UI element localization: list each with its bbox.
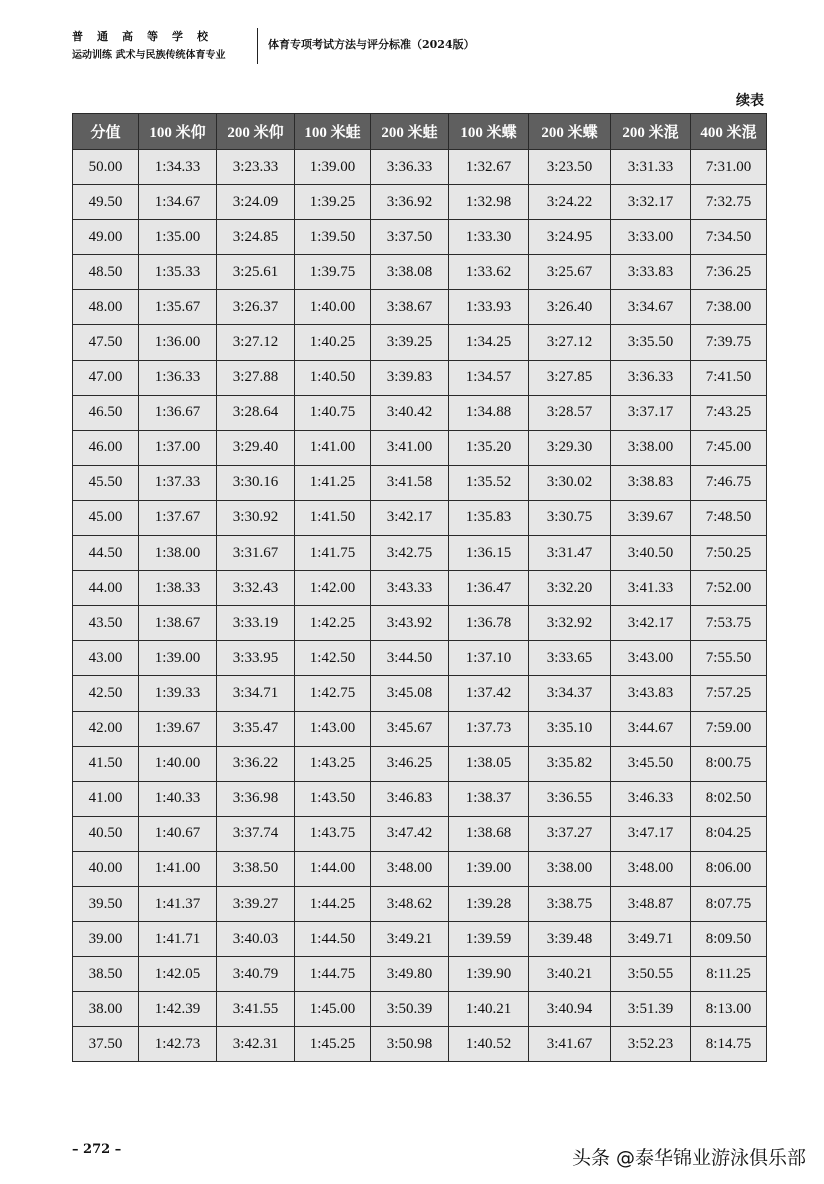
time-cell: 1:35.20 xyxy=(449,430,529,465)
time-cell: 3:48.87 xyxy=(611,886,691,921)
time-cell: 7:32.75 xyxy=(691,185,767,220)
time-cell: 1:43.75 xyxy=(295,816,371,851)
time-cell: 3:34.37 xyxy=(529,676,611,711)
time-cell: 1:38.68 xyxy=(449,816,529,851)
time-cell: 1:35.67 xyxy=(139,290,217,325)
time-cell: 3:39.83 xyxy=(371,360,449,395)
time-cell: 3:28.57 xyxy=(529,395,611,430)
time-cell: 3:24.09 xyxy=(217,185,295,220)
time-cell: 1:44.50 xyxy=(295,922,371,957)
time-cell: 3:38.83 xyxy=(611,465,691,500)
time-cell: 7:59.00 xyxy=(691,711,767,746)
score-cell: 38.00 xyxy=(73,992,139,1027)
time-cell: 3:41.58 xyxy=(371,465,449,500)
time-cell: 3:45.50 xyxy=(611,746,691,781)
time-cell: 1:43.25 xyxy=(295,746,371,781)
score-cell: 41.50 xyxy=(73,746,139,781)
time-cell: 3:35.10 xyxy=(529,711,611,746)
time-cell: 3:33.19 xyxy=(217,606,295,641)
time-cell: 7:53.75 xyxy=(691,606,767,641)
header-divider xyxy=(257,28,258,64)
time-cell: 8:04.25 xyxy=(691,816,767,851)
column-header-score: 分值 xyxy=(73,114,139,150)
time-cell: 1:39.75 xyxy=(295,255,371,290)
column-header-event: 400 米混 xyxy=(691,114,767,150)
time-cell: 1:41.71 xyxy=(139,922,217,957)
time-cell: 3:32.92 xyxy=(529,606,611,641)
time-cell: 1:39.67 xyxy=(139,711,217,746)
time-cell: 1:39.59 xyxy=(449,922,529,957)
table-row xyxy=(73,185,767,220)
time-cell: 1:39.25 xyxy=(295,185,371,220)
time-cell: 1:41.25 xyxy=(295,465,371,500)
time-cell: 8:06.00 xyxy=(691,851,767,886)
time-cell: 3:29.40 xyxy=(217,430,295,465)
time-cell: 3:39.48 xyxy=(529,922,611,957)
time-cell: 7:45.00 xyxy=(691,430,767,465)
table-row xyxy=(73,851,767,886)
column-header-event: 100 米仰 xyxy=(139,114,217,150)
score-cell: 44.50 xyxy=(73,536,139,571)
time-cell: 3:30.16 xyxy=(217,465,295,500)
table-row xyxy=(73,571,767,606)
time-cell: 1:43.50 xyxy=(295,781,371,816)
time-cell: 3:40.50 xyxy=(611,536,691,571)
time-cell: 3:35.82 xyxy=(529,746,611,781)
time-cell: 3:40.79 xyxy=(217,957,295,992)
time-cell: 3:24.22 xyxy=(529,185,611,220)
table-row xyxy=(73,957,767,992)
time-cell: 1:34.88 xyxy=(449,395,529,430)
time-cell: 7:39.75 xyxy=(691,325,767,360)
time-cell: 3:46.25 xyxy=(371,746,449,781)
time-cell: 3:38.75 xyxy=(529,886,611,921)
time-cell: 1:39.90 xyxy=(449,957,529,992)
time-cell: 1:36.78 xyxy=(449,606,529,641)
score-cell: 43.50 xyxy=(73,606,139,641)
time-cell: 7:46.75 xyxy=(691,465,767,500)
time-cell: 1:37.33 xyxy=(139,465,217,500)
time-cell: 1:42.00 xyxy=(295,571,371,606)
header-book-title: 体育专项考试方法与评分标准（2024版） xyxy=(268,38,475,51)
table-row xyxy=(73,150,767,185)
time-cell: 3:27.12 xyxy=(529,325,611,360)
time-cell: 1:37.67 xyxy=(139,500,217,535)
time-cell: 3:40.94 xyxy=(529,992,611,1027)
score-cell: 39.50 xyxy=(73,886,139,921)
time-cell: 1:42.73 xyxy=(139,1027,217,1062)
header-left xyxy=(72,30,250,63)
time-cell: 1:40.52 xyxy=(449,1027,529,1062)
time-cell: 7:57.25 xyxy=(691,676,767,711)
time-cell: 3:30.92 xyxy=(217,500,295,535)
score-cell: 50.00 xyxy=(73,150,139,185)
time-cell: 8:09.50 xyxy=(691,922,767,957)
score-cell: 47.50 xyxy=(73,325,139,360)
time-cell: 1:37.00 xyxy=(139,430,217,465)
time-cell: 3:25.67 xyxy=(529,255,611,290)
time-cell: 1:39.50 xyxy=(295,220,371,255)
score-cell: 38.50 xyxy=(73,957,139,992)
time-cell: 1:36.67 xyxy=(139,395,217,430)
page-number: – 272 – xyxy=(72,1142,122,1157)
time-cell: 1:42.75 xyxy=(295,676,371,711)
time-cell: 3:37.17 xyxy=(611,395,691,430)
time-cell: 3:31.33 xyxy=(611,150,691,185)
time-cell: 3:26.40 xyxy=(529,290,611,325)
time-cell: 3:37.27 xyxy=(529,816,611,851)
time-cell: 3:38.67 xyxy=(371,290,449,325)
time-cell: 3:36.55 xyxy=(529,781,611,816)
time-cell: 7:34.50 xyxy=(691,220,767,255)
time-cell: 1:38.33 xyxy=(139,571,217,606)
time-cell: 7:31.00 xyxy=(691,150,767,185)
table-row xyxy=(73,641,767,676)
time-cell: 7:41.50 xyxy=(691,360,767,395)
time-cell: 1:36.15 xyxy=(449,536,529,571)
time-cell: 1:37.42 xyxy=(449,676,529,711)
time-cell: 3:45.67 xyxy=(371,711,449,746)
time-cell: 3:48.62 xyxy=(371,886,449,921)
time-cell: 3:37.74 xyxy=(217,816,295,851)
table-row xyxy=(73,781,767,816)
score-cell: 46.00 xyxy=(73,430,139,465)
time-cell: 1:35.33 xyxy=(139,255,217,290)
time-cell: 3:47.42 xyxy=(371,816,449,851)
time-cell: 8:02.50 xyxy=(691,781,767,816)
score-cell: 44.00 xyxy=(73,571,139,606)
time-cell: 3:38.50 xyxy=(217,851,295,886)
table-row xyxy=(73,220,767,255)
column-header-event: 200 米混 xyxy=(611,114,691,150)
time-cell: 3:32.20 xyxy=(529,571,611,606)
time-cell: 3:24.85 xyxy=(217,220,295,255)
time-cell: 1:44.75 xyxy=(295,957,371,992)
time-cell: 3:48.00 xyxy=(611,851,691,886)
time-cell: 3:43.00 xyxy=(611,641,691,676)
time-cell: 7:55.50 xyxy=(691,641,767,676)
time-cell: 3:33.65 xyxy=(529,641,611,676)
time-cell: 1:40.00 xyxy=(139,746,217,781)
time-cell: 1:39.00 xyxy=(449,851,529,886)
table-row xyxy=(73,992,767,1027)
time-cell: 1:41.50 xyxy=(295,500,371,535)
time-cell: 3:41.33 xyxy=(611,571,691,606)
time-cell: 3:43.33 xyxy=(371,571,449,606)
score-cell: 41.00 xyxy=(73,781,139,816)
time-cell: 1:36.33 xyxy=(139,360,217,395)
time-cell: 3:25.61 xyxy=(217,255,295,290)
time-cell: 7:43.25 xyxy=(691,395,767,430)
time-cell: 1:34.67 xyxy=(139,185,217,220)
time-cell: 8:14.75 xyxy=(691,1027,767,1062)
table-row xyxy=(73,500,767,535)
time-cell: 1:35.00 xyxy=(139,220,217,255)
time-cell: 3:43.92 xyxy=(371,606,449,641)
time-cell: 1:44.25 xyxy=(295,886,371,921)
time-cell: 3:42.31 xyxy=(217,1027,295,1062)
watermark: 头条 @泰华锦业游泳俱乐部 xyxy=(571,1147,806,1169)
time-cell: 1:38.05 xyxy=(449,746,529,781)
time-cell: 1:45.25 xyxy=(295,1027,371,1062)
continued-label: 续表 xyxy=(736,93,764,109)
time-cell: 1:36.47 xyxy=(449,571,529,606)
score-cell: 46.50 xyxy=(73,395,139,430)
score-cell: 42.00 xyxy=(73,711,139,746)
time-cell: 3:38.00 xyxy=(611,430,691,465)
header-row xyxy=(73,114,767,150)
time-cell: 3:50.39 xyxy=(371,992,449,1027)
time-cell: 1:33.62 xyxy=(449,255,529,290)
time-cell: 1:42.05 xyxy=(139,957,217,992)
time-cell: 3:35.47 xyxy=(217,711,295,746)
time-cell: 3:40.03 xyxy=(217,922,295,957)
time-cell: 3:31.67 xyxy=(217,536,295,571)
time-cell: 1:39.33 xyxy=(139,676,217,711)
time-cell: 3:40.21 xyxy=(529,957,611,992)
time-cell: 3:41.55 xyxy=(217,992,295,1027)
time-cell: 3:42.75 xyxy=(371,536,449,571)
time-cell: 3:30.75 xyxy=(529,500,611,535)
score-cell: 48.50 xyxy=(73,255,139,290)
time-cell: 3:33.83 xyxy=(611,255,691,290)
time-cell: 3:44.50 xyxy=(371,641,449,676)
table-row xyxy=(73,465,767,500)
time-cell: 1:41.00 xyxy=(295,430,371,465)
time-cell: 3:33.00 xyxy=(611,220,691,255)
time-cell: 1:39.00 xyxy=(139,641,217,676)
time-cell: 1:40.67 xyxy=(139,816,217,851)
time-cell: 3:50.98 xyxy=(371,1027,449,1062)
header-major-line: 运动训练 武术与民族传统体育专业 xyxy=(72,50,226,61)
time-cell: 1:32.98 xyxy=(449,185,529,220)
time-cell: 3:38.08 xyxy=(371,255,449,290)
table-row xyxy=(73,746,767,781)
table-row xyxy=(73,676,767,711)
time-cell: 1:34.33 xyxy=(139,150,217,185)
table-row xyxy=(73,816,767,851)
table-row xyxy=(73,360,767,395)
time-cell: 7:50.25 xyxy=(691,536,767,571)
table-row xyxy=(73,886,767,921)
time-cell: 1:40.33 xyxy=(139,781,217,816)
time-cell: 1:39.00 xyxy=(295,150,371,185)
time-cell: 3:42.17 xyxy=(371,500,449,535)
time-cell: 3:32.17 xyxy=(611,185,691,220)
score-cell: 42.50 xyxy=(73,676,139,711)
time-cell: 3:39.67 xyxy=(611,500,691,535)
time-cell: 1:33.93 xyxy=(449,290,529,325)
column-header-event: 100 米蝶 xyxy=(449,114,529,150)
table-row xyxy=(73,395,767,430)
time-cell: 3:35.50 xyxy=(611,325,691,360)
time-cell: 3:40.42 xyxy=(371,395,449,430)
time-cell: 1:38.00 xyxy=(139,536,217,571)
score-cell: 45.50 xyxy=(73,465,139,500)
time-cell: 8:13.00 xyxy=(691,992,767,1027)
time-cell: 3:27.12 xyxy=(217,325,295,360)
time-cell: 1:41.37 xyxy=(139,886,217,921)
time-cell: 3:37.50 xyxy=(371,220,449,255)
time-cell: 1:45.00 xyxy=(295,992,371,1027)
time-cell: 8:07.75 xyxy=(691,886,767,921)
time-cell: 3:46.33 xyxy=(611,781,691,816)
time-cell: 1:40.25 xyxy=(295,325,371,360)
time-cell: 3:27.85 xyxy=(529,360,611,395)
time-cell: 3:34.67 xyxy=(611,290,691,325)
time-cell: 1:41.00 xyxy=(139,851,217,886)
time-cell: 1:44.00 xyxy=(295,851,371,886)
time-cell: 8:00.75 xyxy=(691,746,767,781)
time-cell: 3:36.22 xyxy=(217,746,295,781)
time-cell: 1:42.25 xyxy=(295,606,371,641)
time-cell: 3:43.83 xyxy=(611,676,691,711)
time-cell: 1:39.28 xyxy=(449,886,529,921)
time-cell: 1:42.39 xyxy=(139,992,217,1027)
time-cell: 3:51.39 xyxy=(611,992,691,1027)
time-cell: 3:23.50 xyxy=(529,150,611,185)
score-cell: 37.50 xyxy=(73,1027,139,1062)
time-cell: 1:33.30 xyxy=(449,220,529,255)
table-row xyxy=(73,711,767,746)
time-cell: 3:30.02 xyxy=(529,465,611,500)
table-row xyxy=(73,255,767,290)
time-cell: 3:23.33 xyxy=(217,150,295,185)
time-cell: 3:44.67 xyxy=(611,711,691,746)
time-cell: 3:36.98 xyxy=(217,781,295,816)
score-cell: 45.00 xyxy=(73,500,139,535)
column-header-event: 200 米仰 xyxy=(217,114,295,150)
time-cell: 3:41.00 xyxy=(371,430,449,465)
time-cell: 3:49.80 xyxy=(371,957,449,992)
column-header-event: 200 米蛙 xyxy=(371,114,449,150)
time-cell: 3:49.71 xyxy=(611,922,691,957)
time-cell: 1:43.00 xyxy=(295,711,371,746)
time-cell: 3:39.27 xyxy=(217,886,295,921)
time-cell: 1:40.75 xyxy=(295,395,371,430)
time-cell: 1:37.10 xyxy=(449,641,529,676)
time-cell: 1:38.67 xyxy=(139,606,217,641)
time-cell: 3:45.08 xyxy=(371,676,449,711)
time-cell: 1:36.00 xyxy=(139,325,217,360)
time-cell: 3:52.23 xyxy=(611,1027,691,1062)
table-row xyxy=(73,922,767,957)
time-cell: 1:40.21 xyxy=(449,992,529,1027)
time-cell: 1:41.75 xyxy=(295,536,371,571)
time-cell: 1:38.37 xyxy=(449,781,529,816)
table-row xyxy=(73,430,767,465)
time-cell: 3:47.17 xyxy=(611,816,691,851)
table-row xyxy=(73,325,767,360)
time-cell: 7:36.25 xyxy=(691,255,767,290)
time-cell: 1:34.25 xyxy=(449,325,529,360)
time-cell: 3:42.17 xyxy=(611,606,691,641)
time-cell: 3:36.33 xyxy=(611,360,691,395)
score-cell: 48.00 xyxy=(73,290,139,325)
time-cell: 3:29.30 xyxy=(529,430,611,465)
time-cell: 1:34.57 xyxy=(449,360,529,395)
time-cell: 7:38.00 xyxy=(691,290,767,325)
time-cell: 3:33.95 xyxy=(217,641,295,676)
table-row xyxy=(73,1027,767,1062)
time-cell: 1:40.50 xyxy=(295,360,371,395)
time-cell: 3:50.55 xyxy=(611,957,691,992)
time-cell: 3:49.21 xyxy=(371,922,449,957)
time-cell: 3:48.00 xyxy=(371,851,449,886)
time-cell: 3:34.71 xyxy=(217,676,295,711)
time-cell: 3:24.95 xyxy=(529,220,611,255)
time-cell: 3:46.83 xyxy=(371,781,449,816)
score-cell: 40.00 xyxy=(73,851,139,886)
score-cell: 43.00 xyxy=(73,641,139,676)
time-cell: 3:38.00 xyxy=(529,851,611,886)
score-cell: 39.00 xyxy=(73,922,139,957)
time-cell: 3:27.88 xyxy=(217,360,295,395)
time-cell: 3:31.47 xyxy=(529,536,611,571)
time-cell: 3:41.67 xyxy=(529,1027,611,1062)
score-cell: 49.00 xyxy=(73,220,139,255)
table-body xyxy=(73,150,767,1062)
time-cell: 3:28.64 xyxy=(217,395,295,430)
column-header-event: 200 米蝶 xyxy=(529,114,611,150)
time-cell: 3:36.92 xyxy=(371,185,449,220)
time-cell: 1:35.83 xyxy=(449,500,529,535)
table-row xyxy=(73,606,767,641)
score-cell: 47.00 xyxy=(73,360,139,395)
header-school-line: 普通高等学校 xyxy=(72,30,222,43)
table-row xyxy=(73,290,767,325)
time-cell: 1:32.67 xyxy=(449,150,529,185)
time-cell: 1:42.50 xyxy=(295,641,371,676)
score-cell: 40.50 xyxy=(73,816,139,851)
time-cell: 1:35.52 xyxy=(449,465,529,500)
time-cell: 1:37.73 xyxy=(449,711,529,746)
time-cell: 3:36.33 xyxy=(371,150,449,185)
time-cell: 8:11.25 xyxy=(691,957,767,992)
score-table xyxy=(72,113,767,1062)
time-cell: 1:40.00 xyxy=(295,290,371,325)
time-cell: 3:39.25 xyxy=(371,325,449,360)
time-cell: 3:32.43 xyxy=(217,571,295,606)
time-cell: 3:26.37 xyxy=(217,290,295,325)
column-header-event: 100 米蛙 xyxy=(295,114,371,150)
table-row xyxy=(73,536,767,571)
time-cell: 7:52.00 xyxy=(691,571,767,606)
score-cell: 49.50 xyxy=(73,185,139,220)
time-cell: 7:48.50 xyxy=(691,500,767,535)
